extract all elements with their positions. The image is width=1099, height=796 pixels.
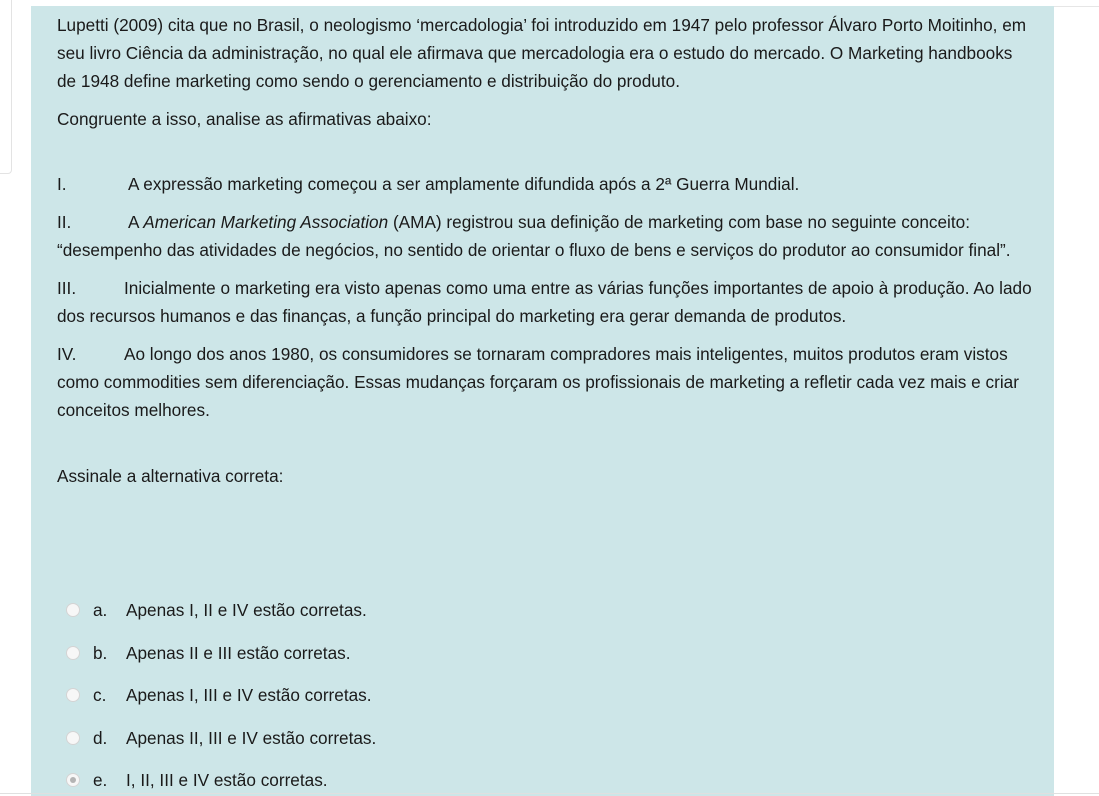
statement-number: IV.	[57, 344, 77, 364]
question-lead: Congruente a isso, analise as afirmativas abaixo:	[57, 109, 432, 129]
radio-button[interactable]	[66, 646, 80, 660]
answer-text: Apenas II e III estão corretas.	[126, 642, 351, 663]
statement-1	[57, 170, 1032, 198]
answer-letter: e.	[93, 769, 108, 790]
answer-text: I, II, III e IV estão corretas.	[126, 769, 328, 790]
statement-text: Ao longo dos anos 1980, os consumidores se tornaram compradores mais inteligentes, muitos produtos eram vistos como commodities sem diferenciação. Essas mudanças forçaram os profissionais de marketing a refletir cada vez mais e criar conceitos melhores.	[57, 344, 1019, 420]
statement-3	[57, 274, 1032, 330]
statement-text-pre: A	[128, 212, 144, 232]
question-text	[57, 11, 1032, 500]
answer-text: Apenas II, III e IV estão corretas.	[126, 727, 377, 748]
statement-number: III.	[57, 278, 77, 298]
radio-button[interactable]	[66, 688, 80, 702]
answer-letter: d.	[93, 727, 108, 748]
statement-text-italic: American Marketing Association	[143, 212, 389, 232]
statement-2	[57, 208, 1032, 264]
radio-button[interactable]	[66, 603, 80, 617]
header-divider	[1054, 6, 1099, 7]
answer-option-d[interactable]	[66, 722, 376, 754]
answer-text: Apenas I, III e IV estão corretas.	[126, 684, 372, 705]
answer-option-b[interactable]	[66, 637, 351, 669]
answer-letter: a.	[93, 599, 108, 620]
radio-button[interactable]	[66, 731, 80, 745]
statement-text: A expressão marketing começou a ser amplamente difundida após a 2ª Guerra Mundial.	[128, 174, 800, 194]
statement-text-post: (AMA) registrou sua definição de marketing com base no seguinte conceito: “desempenho das atividades de negócios, no sentido de orientar o fluxo de bens e serviços do produtor ao consumidor final”.	[57, 212, 1011, 260]
answer-option-e[interactable]	[66, 764, 328, 796]
statement-4	[57, 340, 1032, 424]
radio-button[interactable]	[66, 773, 80, 787]
answer-option-c[interactable]	[66, 679, 372, 711]
side-panel-edge	[0, 0, 12, 174]
statement-number: II.	[57, 212, 72, 232]
question-prompt: Assinale a alternativa correta:	[57, 466, 284, 486]
answer-letter: c.	[93, 684, 107, 705]
answer-option-a[interactable]	[66, 594, 367, 626]
answer-letter: b.	[93, 642, 108, 663]
question-panel	[31, 6, 1054, 796]
question-intro: Lupetti (2009) cita que no Brasil, o neologismo ‘mercadologia’ foi introduzido em 1947 pelo professor Álvaro Porto Moitinho, em seu livro Ciência da administração, no qual ele afirmava que mercadologia era o estudo do mercado. O Marketing handbooks de 1948 define marketing como sendo o gerenciamento e distribuição do produto.	[57, 15, 1027, 91]
statement-text: Inicialmente o marketing era visto apenas como uma entre as várias funções importantes de apoio à produção. Ao lado dos recursos humanos e das finanças, a função principal do marketing era gerar demanda de produtos.	[57, 278, 1032, 326]
page-bottom-divider	[0, 793, 1099, 794]
statement-number: I.	[57, 174, 67, 194]
answer-text: Apenas I, II e IV estão corretas.	[126, 599, 367, 620]
